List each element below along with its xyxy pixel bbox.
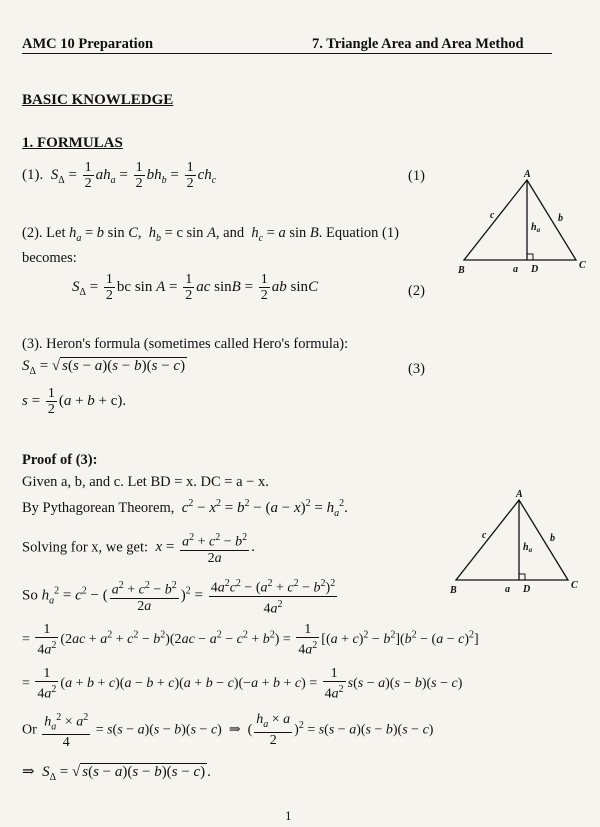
- vertex-label-a: A: [524, 169, 531, 180]
- proof-step-3: Or $\frac{h_a^2 \times a^2}{4}$ = s(s − a)(s − b)(s − c) ⇒ ( $\frac{h_a \times a}{2}$ )$^2$ = s(s − a)(s − b)(s − c): [22, 712, 434, 751]
- equation-number: (2): [408, 283, 425, 299]
- formula-2-becomes: becomes:: [22, 250, 77, 266]
- formula-3-semiperimeter: s = $\frac{1}{2}$ (a + b + c).: [22, 386, 127, 417]
- vertex-label-b: B: [450, 585, 457, 596]
- vertex-label-a: A: [516, 489, 523, 500]
- triangle-diagram-2: [444, 488, 584, 598]
- height-label-subscript: a: [536, 226, 541, 234]
- triangle-diagram-1: [452, 168, 592, 278]
- equation-number: (1): [408, 168, 425, 184]
- equation-number-ref: (1): [382, 225, 399, 241]
- proof-solving-label: Solving for x, we get:: [22, 539, 149, 556]
- header-rule: [22, 53, 552, 54]
- side-label-b: b: [550, 533, 555, 544]
- vertex-label-c: C: [571, 580, 578, 591]
- foot-label-d: D: [523, 584, 531, 595]
- right-angle-mark: [519, 574, 525, 580]
- header-left: AMC 10 Preparation: [22, 36, 154, 52]
- proof-step-2: = $\frac{1}{4a^2}$ (a + b + c)(a − b + c)(a + b − c)(−a + b + c) = $\frac{1}{4a^2}$ s(s − a)(s − b)(s − c): [22, 666, 463, 702]
- section-proof: Proof of (3):: [22, 452, 98, 468]
- formula-3-intro: (3). Heron's formula (sometimes called Hero's formula):: [22, 336, 349, 352]
- foot-label-d: D: [531, 264, 539, 275]
- section-basic-knowledge: BASIC KNOWLEDGE: [22, 92, 174, 108]
- vertex-label-c: C: [579, 260, 586, 271]
- formula-2-definition: (2). Let $h_a = b$ sin C, $h_b = c$ sin A, and $h_c = a$ sin B. Equation (1): [22, 225, 399, 244]
- proof-ha-squared: So $h_a^2 = c^2$ − ( $\frac{a^2 + c^2 - b^2}{2a}$ )$^2$ = $\frac{4a^2c^2 - (a^2 + c^2 - b^2)^2}{4a^2}$: [22, 578, 336, 617]
- proof-so-label: So: [22, 587, 38, 604]
- proof-conclusion: ⇒ $S_\Delta$ = √ s(s − a)(s − b)(s − c) .: [22, 764, 211, 783]
- header-right: 7. Triangle Area and Area Method: [312, 36, 524, 52]
- height-label: [523, 542, 533, 554]
- proof-given: Given a, b, and c. Let BD = x. DC = a − x.: [22, 474, 269, 490]
- height-label: [531, 222, 541, 234]
- equation-number: (3): [408, 361, 425, 377]
- vertex-label-b: B: [458, 265, 465, 276]
- height-label-h: h: [523, 542, 529, 553]
- page-number: 1: [285, 808, 292, 823]
- proof-pythagorean: By Pythagorean Theorem, $c^2 - x^2 = b^2 - (a - x)^2 = h_a^2$.: [22, 498, 348, 519]
- proof-step-1: = $\frac{1}{4a^2}$ $(2ac + a^2 + c^2 - b^2)(2ac - a^2 - c^2 + b^2)$ = $\frac{1}{4a^2}$ $[(a + c)^2 - b^2](b^2 - (a - c)^2]$: [22, 622, 479, 658]
- right-angle-mark: [527, 254, 533, 260]
- side-label-c: c: [482, 530, 487, 541]
- section-formulas: 1. FORMULAS: [22, 135, 123, 151]
- height-label-h: h: [531, 222, 537, 233]
- base-label-a: a: [505, 584, 510, 595]
- side-label-c: c: [490, 210, 495, 221]
- formula-1: (1). $S_\Delta$ = $\frac{1}{2}$ $ah_a$ = $\frac{1}{2}$ $bh_b$ = $\frac{1}{2}$ $ch_c$: [22, 160, 217, 191]
- formula-2: $S_\Delta$ = $\frac{1}{2}$ bc sin A = $\frac{1}{2}$ ac sinB = $\frac{1}{2}$ ab sinC: [72, 272, 319, 303]
- proof-or-label: Or: [22, 722, 37, 738]
- side-label-b: b: [558, 213, 563, 224]
- height-label-subscript: a: [528, 546, 533, 554]
- proof-solving: Solving for x, we get: x = $\frac{a^2 + c^2 - b^2}{2a}$ .: [22, 532, 255, 566]
- proof-pythagorean-label: By Pythagorean Theorem,: [22, 500, 175, 516]
- formula-3-herons: $S_\Delta$ = √ s(s − a)(s − b)(s − c): [22, 358, 186, 377]
- base-label-a: a: [513, 264, 518, 275]
- formula-2-intro: (2). Let: [22, 225, 66, 241]
